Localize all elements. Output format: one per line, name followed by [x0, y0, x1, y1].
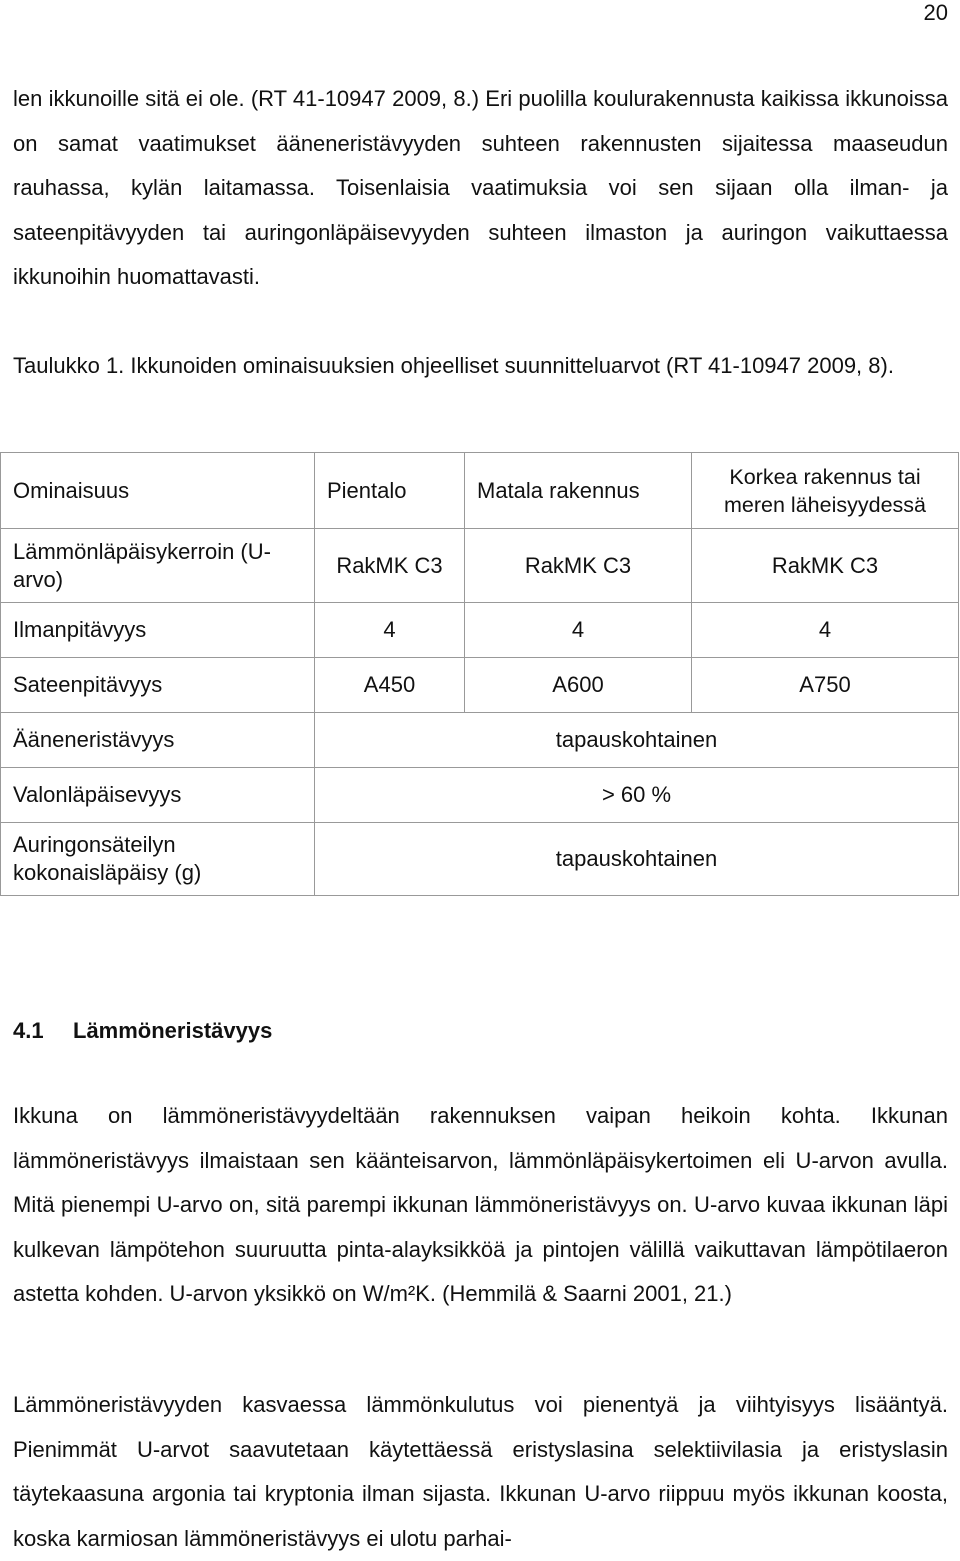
table-row — [1, 768, 959, 823]
table-cell: 4 — [692, 603, 959, 658]
header-cell: Korkea rakennus tai meren läheisyydessä — [692, 453, 959, 529]
header-cell: Ominaisuus — [1, 453, 315, 529]
properties-table — [0, 452, 959, 896]
table-cell: 4 — [315, 603, 465, 658]
section-title: Lämmöneristävyys — [73, 1018, 273, 1043]
table-row — [1, 713, 959, 768]
table-row — [1, 529, 959, 603]
table-cell: > 60 % — [315, 768, 959, 823]
row-label: Lämmönläpäisykerroin (U-arvo) — [1, 529, 315, 603]
table-cell: RakMK C3 — [465, 529, 692, 603]
row-label: Ilmanpitävyys — [1, 603, 315, 658]
header-cell: Pientalo — [315, 453, 465, 529]
table-cell: 4 — [465, 603, 692, 658]
table-cell: A600 — [465, 658, 692, 713]
table-row — [1, 603, 959, 658]
table-cell: A450 — [315, 658, 465, 713]
body-paragraph-1: Ikkuna on lämmöneristävyydeltään rakennuksen vaipan heikoin kohta. Ikkunan lämmöneristävyys ilmaistaan sen käänteisarvon, lämmönläpäisykertoimen eli U-arvon avulla. Mitä pienempi U-arvo on, sitä parempi ikkunan lämmöneristävyys on. U-arvo kuvaa ikkunan läpi kulkevan lämpötehon suuruutta pinta-alayksikköä ja pintojen välillä vaikuttavan lämpötilaeron astetta kohden. U-arvon yksikkö on W/m²K. (Hemmilä & Saarni 2001, 21.) — [13, 1103, 948, 1306]
table-cell: A750 — [692, 658, 959, 713]
row-label: Ääneneristävyys — [1, 713, 315, 768]
section-heading — [13, 1018, 272, 1044]
intro-paragraph: len ikkunoille sitä ei ole. (RT 41-10947 2009, 8.) Eri puolilla koulurakennusta kaikissa ikkunoissa on samat vaatimukset ääneneristävyyden suhteen rakennusten sijaitessa maaseudun rauhassa, kylän laitamassa. Toisenlaisia vaatimuksia voi sen sijaan olla ilman- ja sateenpitävyyden tai auringonläpäisevyyden suhteen ilmaston ja auringon vaikuttaessa ikkunoihin huomattavasti. — [13, 86, 948, 289]
header-cell: Matala rakennus — [465, 453, 692, 529]
row-label: Auringonsäteilyn kokonaisläpäisy (g) — [1, 823, 315, 896]
body-paragraph-2: Lämmöneristävyyden kasvaessa lämmönkulutus voi pienentyä ja viihtyisyys lisääntyä. Pienimmät U-arvot saavutetaan käytettäessä eristyslasina selektiivilasia ja eristyslasin täytekaasuna argonia tai kryptonia ilman sijasta. Ikkunan U-arvo riippuu myös ikkunan koosta, koska karmiosan lämmöneristävyys ei ulotu parhai- — [13, 1392, 948, 1551]
table-cell: tapauskohtainen — [315, 713, 959, 768]
row-label: Sateenpitävyys — [1, 658, 315, 713]
section-number: 4.1 — [13, 1018, 44, 1043]
table-cell: RakMK C3 — [692, 529, 959, 603]
table-row — [1, 823, 959, 896]
table-header-row — [1, 453, 959, 529]
page-number: 20 — [923, 0, 948, 25]
table-caption: Taulukko 1. Ikkunoiden ominaisuuksien ohjeelliset suunnitteluarvot (RT 41-10947 2009, 8). — [13, 353, 894, 378]
table-cell: RakMK C3 — [315, 529, 465, 603]
row-label: Valonläpäisevyys — [1, 768, 315, 823]
table-row — [1, 658, 959, 713]
table-cell: tapauskohtainen — [315, 823, 959, 896]
